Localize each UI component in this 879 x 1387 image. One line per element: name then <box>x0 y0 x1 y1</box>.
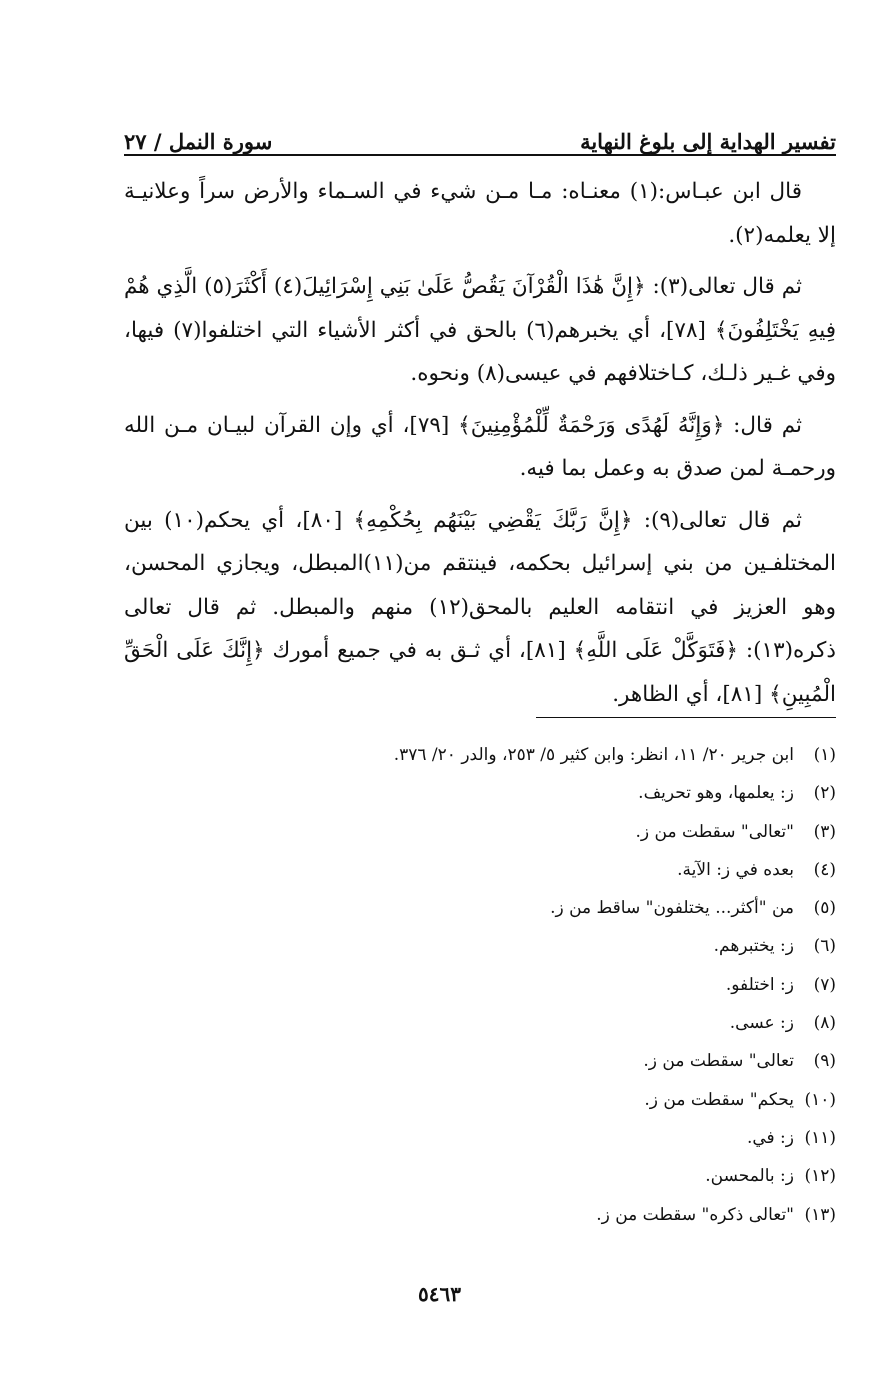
footnote-5 <box>124 889 836 927</box>
footnote-1 <box>124 736 836 774</box>
paragraph-3: ثم قال: ﴿وَإِنَّهُ لَهُدًى وَرَحْمَةٌ لِّلْمُؤْمِنِينَ﴾ [٧٩]، أي وإن القرآن لبيـان مـن الله ورحمـة لمن صدق به وعمل بما فيه. <box>124 412 836 481</box>
footnote-text: ز: يعلمها، وهو تحريف. <box>638 783 794 804</box>
footnote-7 <box>124 966 836 1004</box>
paragraph-4: ثم قال تعالى(٩): ﴿إِنَّ رَبَّكَ يَقْضِي بَيْنَهُم بِحُكْمِهِ﴾ [٨٠]، أي يحكم(١٠) بين المختلفـين من بني إسرائيل بحكمه، فينتقم من(١١)المبطل، ويجازي المحسن، وهو العزيز في انتقامه العليم بالمحق(١٢) منهم والمبطل. ثم قال تعالى ذكره(١٣): ﴿فَتَوَكَّلْ عَلَى اللَّهِ﴾ [٨١]، أي ثـق به في جميع أمورك ﴿إِنَّكَ عَلَى الْحَقِّ الْمُبِينِ﴾ [٨١]، أي الظاهر. <box>124 507 837 707</box>
header-rule <box>124 154 836 156</box>
footnote-number: (٦) <box>813 936 836 957</box>
footnote-number: (١٠) <box>804 1089 836 1110</box>
footnote-text: ز: عسى. <box>729 1013 794 1034</box>
main-text <box>124 170 836 724</box>
footnote-text: تعالى" سقطت من ز. <box>643 1051 794 1072</box>
footnote-3 <box>124 813 836 851</box>
footnote-number: (٣) <box>813 821 836 842</box>
footnote-text: ز: بالمحسن. <box>705 1166 794 1187</box>
book-title: تفسير الهداية إلى بلوغ النهاية <box>580 129 836 154</box>
footnote-11 <box>124 1119 836 1157</box>
footnote-text: ابن جرير ٢٠/ ١١، انظر: وابن كثير ٥/ ٢٥٣، والدر ٢٠/ ٣٧٦. <box>393 745 794 765</box>
footnote-12 <box>124 1157 836 1195</box>
footnote-number: (٥) <box>813 898 836 919</box>
footnote-text: بعده في ز: الآية. <box>677 859 794 880</box>
footnote-number: (١٢) <box>804 1166 836 1187</box>
footnote-text: ز: في. <box>746 1127 794 1148</box>
footnote-2 <box>124 774 836 812</box>
footnote-9 <box>124 1042 836 1080</box>
footnote-number: (١) <box>813 745 836 765</box>
footnote-number: (٤) <box>813 859 836 880</box>
footnote-number: (٧) <box>813 974 836 995</box>
footnote-text: "تعالى" سقطت من ز. <box>635 821 794 842</box>
surah-label: سورة النمل / ٢٧ <box>124 129 273 154</box>
paragraph-1: قال ابن عبـاس:(١) معنـاه: مـا مـن شيء في السـماء والأرض سراً وعلانيـة إلا يعلمه(٢). <box>124 179 836 248</box>
footnote-13 <box>124 1196 836 1234</box>
footnote-10 <box>124 1081 836 1119</box>
footnote-separator <box>536 717 836 718</box>
footnote-4 <box>124 851 836 889</box>
footnote-text: ز: اختلفو. <box>725 974 794 995</box>
footnote-number: (٩) <box>813 1051 836 1072</box>
running-header <box>124 110 836 154</box>
footnote-text: يحكم" سقطت من ز. <box>644 1089 794 1110</box>
footnote-text: من "أكثر... يختلفون" ساقط من ز. <box>550 898 794 919</box>
footnote-text: ز: يختبرهم. <box>713 936 794 957</box>
footnote-8 <box>124 1004 836 1042</box>
footnotes <box>124 736 836 1234</box>
footnote-text: "تعالى ذكره" سقطت من ز. <box>596 1204 794 1225</box>
footnote-number: (٨) <box>813 1013 836 1034</box>
footnote-number: (١١) <box>804 1127 836 1148</box>
footnote-6 <box>124 927 836 965</box>
footnote-number: (٢) <box>813 783 836 804</box>
page-number: ٥٤٦٣ <box>418 1282 461 1306</box>
footnote-number: (١٣) <box>804 1204 836 1225</box>
paragraph-2: ثم قال تعالى(٣): ﴿إِنَّ هَٰذَا الْقُرْآنَ يَقُصُّ عَلَىٰ بَنِي إِسْرَائِيلَ(٤) أَكْثَرَ(٥) الَّذِي هُمْ فِيهِ يَخْتَلِفُونَ﴾ [٧٨]، أي يخبرهم(٦) بالحق في أكثر الأشياء التي اختلفوا(٧) فيها، وفي غـير ذلـك، كـاختلافهم في عيسى(٨) ونحوه. <box>124 274 836 386</box>
